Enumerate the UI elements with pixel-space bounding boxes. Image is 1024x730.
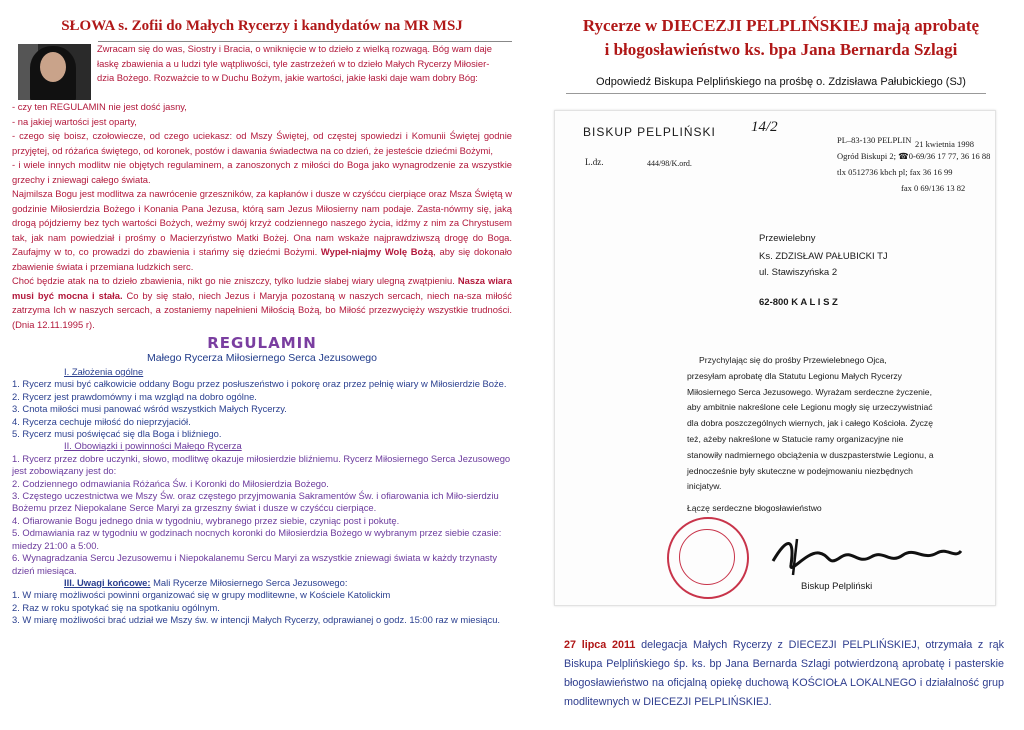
recipient-line: 62-800 K A L I S Z	[759, 297, 838, 308]
regulamin-title: REGULAMIN	[207, 334, 317, 352]
rule-item: 3. Cnota miłości musi panować wśród wszystkich Małych Rycerzy.	[12, 403, 287, 415]
subheading-rule	[566, 93, 986, 94]
intro-line: Zwracam się do was, Siostry i Bracia, o wniknięcie w to dzieło z wielką rozwagą. Bóg wam daje	[97, 43, 492, 54]
address-line: fax 0 69/136 13 82	[901, 183, 966, 193]
rule-item: 2. Raz w roku spotykać się na spotkaniu ogólnym.	[12, 601, 220, 613]
regulamin-subtitle: Małego Rycerza Miłosiernego Serca Jezusowego	[147, 352, 377, 364]
address-line: tlx 0512736 kbch pl; fax 36 16 99	[837, 167, 953, 177]
rule-item: 1. Rycerz przez dobre uczynki, słowo, modlitwę okazuje miłosierdzie bliźniemu. Rycerz Miłosiernego Serca Jezusowego jest zobowiązany jest do:	[12, 452, 511, 477]
recipient-line: Ks. ZDZISŁAW PAŁUBICKI TJ	[759, 251, 888, 262]
intro-line: dzia Bożego. Rozważcie to w Duchu Bożym, jakie wartości, jakie łaski daje wam dobry Bóg:	[97, 72, 478, 83]
section-title: II. Obowiązki i powinności Małego Rycerza	[64, 440, 242, 452]
paragraph-1: Najmilsza Bogu jest modlitwa za nawrócenie grzeszników, za kapłanów i dusze w czyśćcu cierpiące oraz Msza Świętą w godzinie Miłosierdzia Bożego i Konania Pana Jezusa, którą sam Jezus Miłosierny nam podaje. Zasta-nówmy się, jaką drogą pójdziemy bez tych wartości Bożych, weźmy swój krzyż codziennego naszego życia, idźmy z nim za Chrystusem tak, jak nam powiedział i prośmy o Macierzyństwo Matki Bożej. Ona nam wskaże najprawdziwszą drogę do Boga. Zaufajmy w to, co prowadzi do zbawienia i stańmy się dziećmi Bożymi. Wypeł-niajmy Wolę Bożą, aby się dokonało zbawienie świata i przemiana ludzkich serc.	[12, 188, 513, 272]
ldz-label: L.dz.	[585, 157, 604, 167]
signature-icon	[767, 531, 967, 579]
bottom-text: delegacja Małych Rycerzy z DIECEZJI PELPLIŃSKIEJ, otrzymała z rąk Biskupa Pelplińskiego śp. ks. bp Jana Bernarda Szlagi potwierdzoną aprobatę i pasterskie błogosławieństwo na oficjalną opiekę duchową KOŚCIOŁA LOKALNEGO i działalność grup modlitewnych w DIECEZJI PELPLIŃSKIEJ.	[564, 639, 1004, 708]
recipient-line: Przewielebny	[759, 233, 816, 244]
bold-phrase: Nasza wiara musi być mocna i stała.	[12, 275, 512, 301]
paragraph-2: Choć będzie atak na to dzieło zbawienia, nikt go nie zniszczy, tylko ludzie słabej wiary ulegną zwątpieniu. Nasza wiara musi być mocna i stała. Co by się stało, niech Jezus i Maryja pozostaną w naszych sercach, niech na-sza miłość zatrzyma Ich w naszych sercach, a zostaniemy napełnieni Miłością Bożą, bo Miłość przezwycięży wszystkie trudności. (Dnia 12.11.1995 r).	[12, 275, 512, 330]
rule-item: 4. Ofiarowanie Bogu jednego dnia w tygodniu, wybranego przez siebie, czyniąc post i pokutę.	[12, 514, 400, 526]
signature-title: Biskup Pelpliński	[801, 581, 873, 592]
left-heading: SŁOWA s. Zofii do Małych Rycerzy i kandydatów na MR MSJ	[61, 18, 463, 34]
bishop-seal-icon	[667, 517, 749, 599]
bullet-item: - na jakiej wartości jest oparty,	[12, 115, 137, 127]
right-subheading: Odpowiedź Biskupa Pelplińskiego na prośbę o. Zdzisława Pałubickiego (SJ)	[596, 76, 966, 88]
section-2	[12, 440, 512, 576]
address-line: Ogród Biskupi 2; ☎0-69/36 17 77, 36 16 88	[837, 151, 991, 161]
section-3	[12, 577, 512, 627]
handwritten-mark: 14/2	[751, 119, 778, 135]
rule-item: 3. W miarę możliwości brać udział we Mszy św. w intencji Małych Rycerzy, odprawianej o godz. 15:00 raz w miesiącu.	[12, 614, 501, 626]
rule-item: 2. Rycerz jest prawdomówny i ma wzgląd na dobro ogólne.	[12, 390, 257, 402]
letter-header: BISKUP PELPLIŃSKI	[583, 125, 716, 139]
rule-item: 1. W miarę możliwości powinni organizować się w grupy modlitewne, w Kościele Katolickim	[12, 589, 391, 601]
portrait-photo	[18, 44, 91, 100]
rule-item: 5. Odmawiania raz w tygodniu w godzinach nocnych koronki do Miłosierdzia Bożego w wybranym przez siebie czasie: miedzy 21:00 a 5:00.	[12, 527, 502, 551]
letter-body: Przychylając się do prośby Przewielebnego Ojca, przesyłam aprobatę dla Statutu Legionu Małych Rycerzy Miłosiernego Serca Jezusowego. Wyrażam serdeczne życzenie, aby ambitnie nakreślone cele Legionu mogły się urzeczywistniać dla dobra poszczególnych wiernych, jak i całego Kościoła. Życzę też, ażeby nakreślone w Statucie ramy organizacyjne nie stanowiły nadmiernego obciążenia w duszpasterstwie Legionu, a jednocześnie były skuteczne w podejmowaniu niezbędnych inicjatyw.	[687, 355, 934, 492]
bottom-date: 27 lipca 2011	[564, 639, 636, 651]
bottom-paragraph	[564, 636, 1004, 712]
rule-item: 2. Codziennego odmawiania Różańca Św. i Koronki do Miłosierdzia Bożego.	[12, 477, 329, 489]
rule-item: 6. Wynagradzania Sercu Jezusowemu i Niepokalanemu Sercu Maryi za wszystkie zniewagi świata w każdy trzynasty dzień miesiąca.	[12, 552, 498, 576]
bullet-item: - czy ten REGULAMIN nie jest dość jasny,	[12, 101, 187, 112]
letter-closing: Łączę serdeczne błogosławieństwo	[687, 503, 822, 513]
right-heading: Rycerze w DIECEZJI PELPLIŃSKIEJ mają aprobatę i błogosławieństwo ks. bpa Jana Bernarda Szlagi	[582, 16, 980, 59]
section-3-title: III. Uwagi końcowe: Mali Rycerze Miłosiernego Serca Jezusowego:	[64, 576, 348, 588]
bishop-letter-scan	[554, 110, 996, 606]
rule-item: 3. Częstego uczestnictwa we Mszy Św. oraz częstego przyjmowania Sakramentów Św. i ofiarowania ich Miło-sierdziu Bożemu przez Niepokalane Serce Maryi za grzeszny świat i dusze w czyśćcu cierpiące.	[12, 490, 499, 514]
address-line: PL–83-130 PELPLIN	[837, 135, 912, 145]
section-title: I. Założenia ogólne	[64, 366, 144, 377]
ldz-value: 444/98/K.ord.	[647, 159, 692, 168]
section-1	[12, 366, 512, 440]
right-column	[546, 10, 1016, 722]
recipient-line: ul. Stawiszyńska 2	[759, 267, 838, 278]
bullet-item: - i wiele innych modlitw nie objętych regulaminem, a zanoszonych z miłości do Boga jako wynagrodzenie za wszystkie grzechy i zniewagi całego świata.	[12, 159, 512, 185]
intro-line: łaskę zbawienia a u ludzi tyle wątpliwości, tyle zastrzeżeń w to dzieło Małych Rycerzy Miłosier-	[97, 57, 490, 69]
bullet-item: - czego się boisz, czołowiecze, od czego uciekasz: od Mszy Świętej, od częstej spowiedzi i Komunii Świętej godnie przyjętej, od różańca świętego, od koronek, postów i dawania świadectwa na co dzień, że jesteście dziećmi Bożymi,	[12, 130, 512, 156]
letter-date: 21 kwietnia 1998	[915, 139, 975, 149]
bold-phrase: Wypeł-niajmy Wolę Bożą	[320, 246, 434, 257]
rule-item: 5. Rycerz musi poświęcać się dla Boga i bliźniego.	[12, 428, 222, 440]
rule-item: 1. Rycerz musi być całkowicie oddany Bogu przez posłuszeństwo i pokorę oraz przez pełnię wiary w Miłosierdzie Boże.	[12, 378, 507, 390]
rule-item: 4. Rycerza cechuje miłość do nieprzyjaciół.	[12, 415, 191, 427]
left-column	[12, 18, 512, 723]
